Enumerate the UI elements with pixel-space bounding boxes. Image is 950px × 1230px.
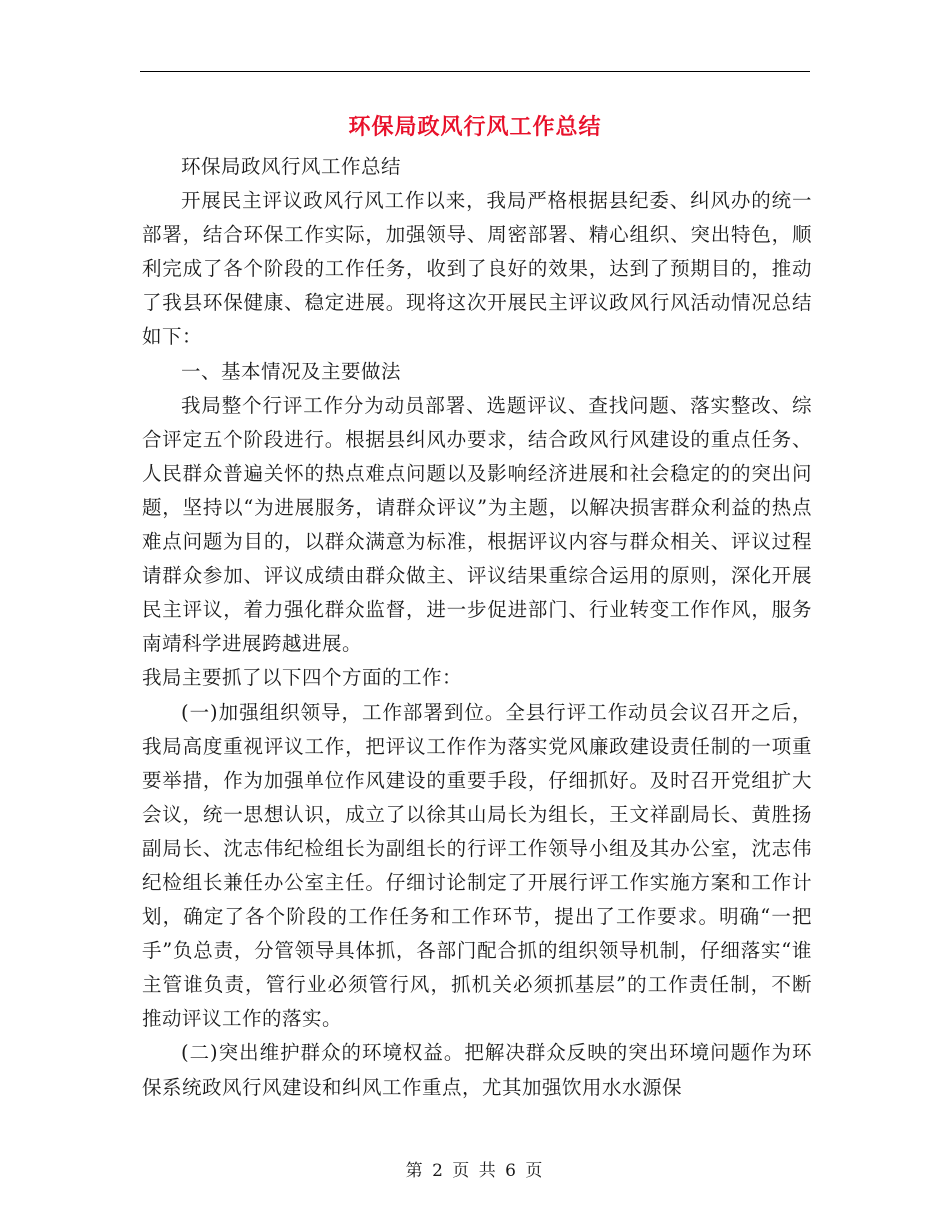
paragraph-organization: (一)加强组织领导，工作部署到位。全县行评工作动员会议召开之后，我局高度重视评议工作，把评议工作作为落实党风廉政建设责任制的一项重要举措，作为加强单位作风建设的重要手段，仔细抓好。及时召开党组扩大会议，统一思想认识，成立了以徐其山局长为组长，王文祥副局长、黄胜扬副局长、沈志伟纪检组长为副组长的行评工作领导小组及其办公室，沈志伟纪检组长兼任办公室主任。仔细讨论制定了开展行评工作实施方案和工作计划，确定了各个阶段的工作任务和工作环节，提出了工作要求。明确“一把手”负总责，分管领导具体抓，各部门配合抓的组织领导机制，仔细落实“谁主管谁负责，管行业必须管行风，抓机关必须抓基层”的工作责任制，不断推动评议工作的落实。 [142,700,812,1031]
paragraph-subtitle: 环保局政风行风工作总结 [181,155,402,178]
paragraph-environment-rights: (二)突出维护群众的环境权益。把解决群众反映的突出环境问题作为环保系统政风行风建设和纠风工作重点，尤其加强饮用水水源保 [142,1041,812,1099]
paragraph-intro: 开展民主评议政风行风工作以来，我局严格根据县纪委、纠风办的统一部署，结合环保工作实际，加强领导、周密部署、精心组织、突出特色，顺利完成了各个阶段的工作任务，收到了良好的效果，达到了预期目的，推动了我县环保健康、稳定进展。现将这次开展民主评议政风行风活动情况总结如下： [142,189,812,349]
document-body [142,150,812,1105]
paragraph-four-aspects: 我局主要抓了以下四个方面的工作： [142,666,463,690]
document-title: 环保局政风行风工作总结 [348,114,602,140]
section-heading-basic-situation: 一、基本情况及主要做法 [181,359,402,383]
page-number: 第 2 页 共 6 页 [405,1161,545,1181]
header-rule [140,71,810,72]
paragraph-stages: 我局整个行评工作分为动员部署、选题评议、查找问题、落实整改、综合评定五个阶段进行。根据县纠风办要求，结合政风行风建设的重点任务、人民群众普遍关怀的热点难点问题以及影响经济进展和社会稳定的的突出问题，坚持以“为进展服务，请群众评议”为主题，以解决损害群众利益的热点难点问题为目的，以群众满意为标准，根据评议内容与群众相关、评议过程请群众参加、评议成绩由群众做主、评议结果重综合运用的原则，深化开展民主评议，着力强化群众监督，进一步促进部门、行业转变工作作风，服务南靖科学进展跨越进展。 [142,393,812,656]
